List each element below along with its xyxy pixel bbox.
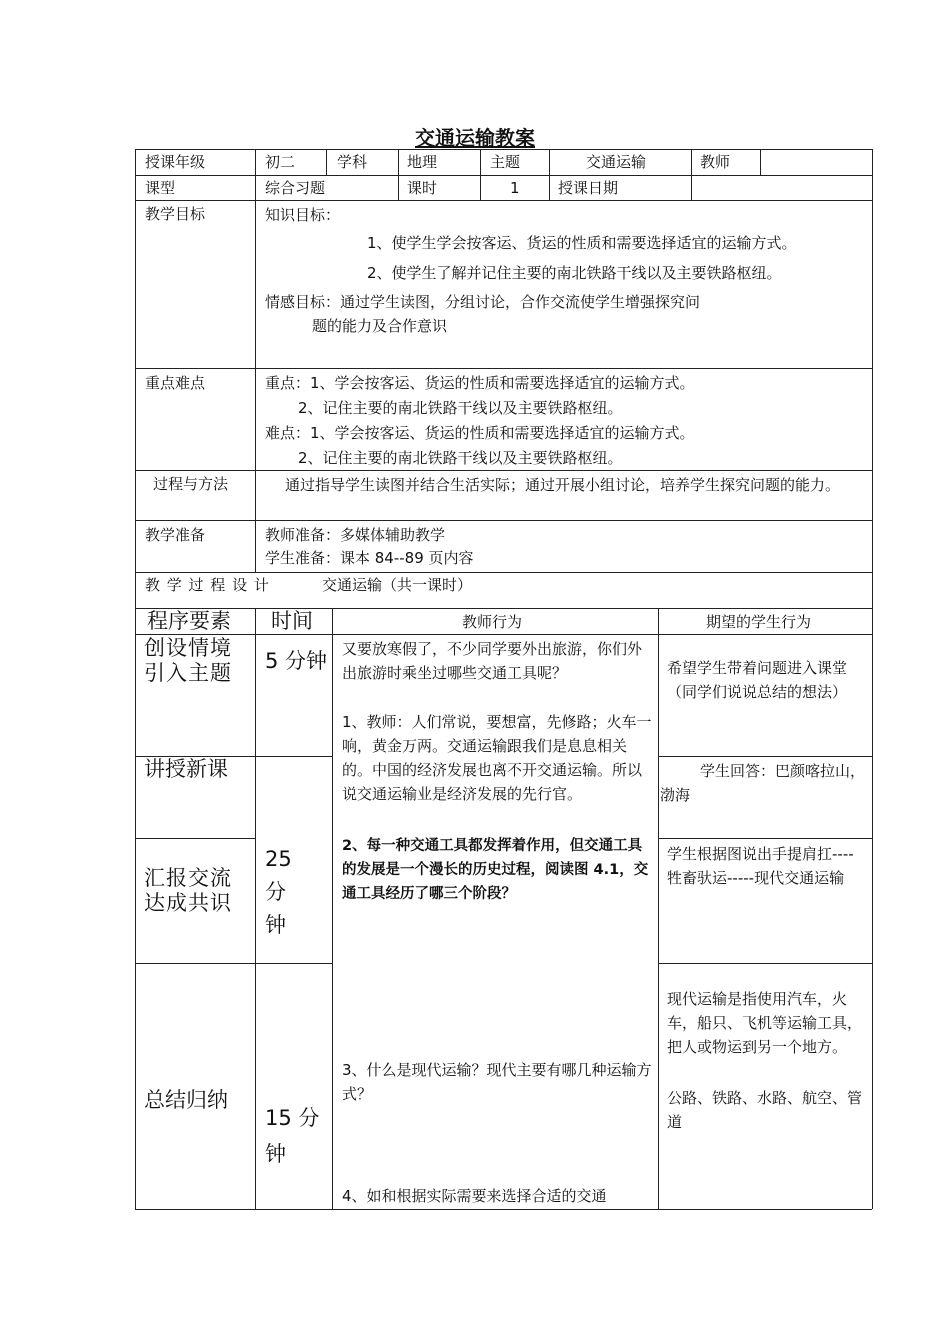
design-subtitle: 交通运输（共一课时）: [322, 576, 473, 594]
col-steps-header: 程序要素: [147, 609, 231, 633]
teacher-label: 教师: [700, 153, 731, 171]
time-summary: 15 分钟: [265, 1106, 320, 1166]
subject-label: 学科: [337, 153, 368, 171]
document-title: 交通运输教案: [415, 126, 535, 150]
teacher-action-1: 又要放寒假了，不少同学要外出旅游，你们外出旅游时乘坐过哪些交通工具呢？: [342, 640, 643, 682]
hours-label: 课时: [407, 179, 438, 197]
prep-teacher: 教师准备：多媒体辅助教学: [265, 526, 446, 544]
step-new-lesson: 讲授新课: [144, 757, 228, 781]
difficulty-1: 难点：1、学会按客运、货运的性质和需要选择适宜的运输方式。: [265, 424, 695, 442]
knowledge-goal-1: 1、使学生学会按客运、货运的性质和需要选择适宜的运输方式。: [367, 234, 797, 252]
process-label: 过程与方法: [153, 475, 229, 493]
topic-label: 主题: [490, 153, 521, 171]
time-intro: 5 分钟: [265, 649, 328, 673]
keypoint-1: 重点：1、学会按客运、货运的性质和需要选择适宜的运输方式。: [265, 374, 695, 392]
student-action-2: 学生回答：巴颜喀拉山，渤海: [660, 762, 866, 804]
process-text: 通过指导学生读图并结合生活实际；通过开展小组讨论，培养学生探究问题的能力。: [285, 476, 841, 494]
design-label: 教 学 过 程 设 计: [145, 576, 270, 594]
grade-value: 初二: [265, 153, 296, 171]
keypoints-label: 重点难点: [145, 374, 206, 392]
knowledge-goal-2: 2、使学生了解并记住主要的南北铁路干线以及主要铁路枢纽。: [367, 264, 782, 282]
goals-label: 教学目标: [145, 205, 206, 223]
student-action-3: 学生根据图说出手提肩扛----牲畜驮运-----现代交通运输: [667, 845, 854, 887]
student-action-1: 希望学生带着问题进入课堂（同学们说说总结的想法）: [667, 659, 848, 701]
emotion-goal-line2: 题的能力及合作意识: [312, 317, 448, 335]
date-label: 授课日期: [558, 179, 619, 197]
teacher-action-4: 3、什么是现代运输？现代主要有哪几种运输方式？: [342, 1061, 652, 1103]
emotion-goal-line1: 情感目标：通过学生读图，分组讨论，合作交流使学生增强探究问: [265, 293, 701, 311]
teacher-action-3: 2、每一种交通工具都发挥着作用，但交通工具的发展是一个漫长的历史过程，阅读图 4.1，交通工具经历了哪三个阶段？: [342, 838, 649, 902]
grade-label: 授课年级: [145, 153, 206, 171]
step-intro: 创设情境引入主题: [144, 636, 232, 685]
step-summary: 总结归纳: [144, 1088, 228, 1112]
student-action-4b: 公路、铁路、水路、航空、管道: [667, 1089, 863, 1131]
prep-label: 教学准备: [145, 526, 206, 544]
subject-value: 地理: [407, 153, 438, 171]
col-time-header: 时间: [271, 609, 313, 633]
teacher-action-2: 1、教师：人们常说，要想富，先修路；火车一响，黄金万两。交通运输跟我们是息息相关的。中国的经济发展也离不开交通运输。所以说交通运输业是经济发展的先行官。: [342, 713, 652, 803]
student-action-4a: 现代运输是指使用汽车，火车，船只、飞机等运输工具，把人或物运到另一个地方。: [667, 990, 863, 1056]
type-label: 课型: [145, 179, 176, 197]
difficulty-2: 2、记住主要的南北铁路干线以及主要铁路枢纽。: [298, 449, 623, 467]
keypoint-2: 2、记住主要的南北铁路干线以及主要铁路枢纽。: [298, 399, 623, 417]
knowledge-goal-title: 知识目标：: [265, 206, 341, 224]
hours-value: 1: [510, 179, 520, 197]
topic-value: 交通运输: [586, 153, 647, 171]
col-teacher-header: 教师行为: [462, 613, 523, 631]
col-student-header: 期望的学生行为: [706, 613, 812, 631]
step-exchange: 汇报交流达成共识: [144, 866, 232, 915]
type-value: 综合习题: [265, 179, 326, 197]
time-new-lesson: 25 分钟: [265, 847, 292, 937]
teacher-action-5: 4、如和根据实际需要来选择合适的交通: [342, 1187, 607, 1205]
prep-student: 学生准备：课本 84--89 页内容: [265, 549, 474, 567]
